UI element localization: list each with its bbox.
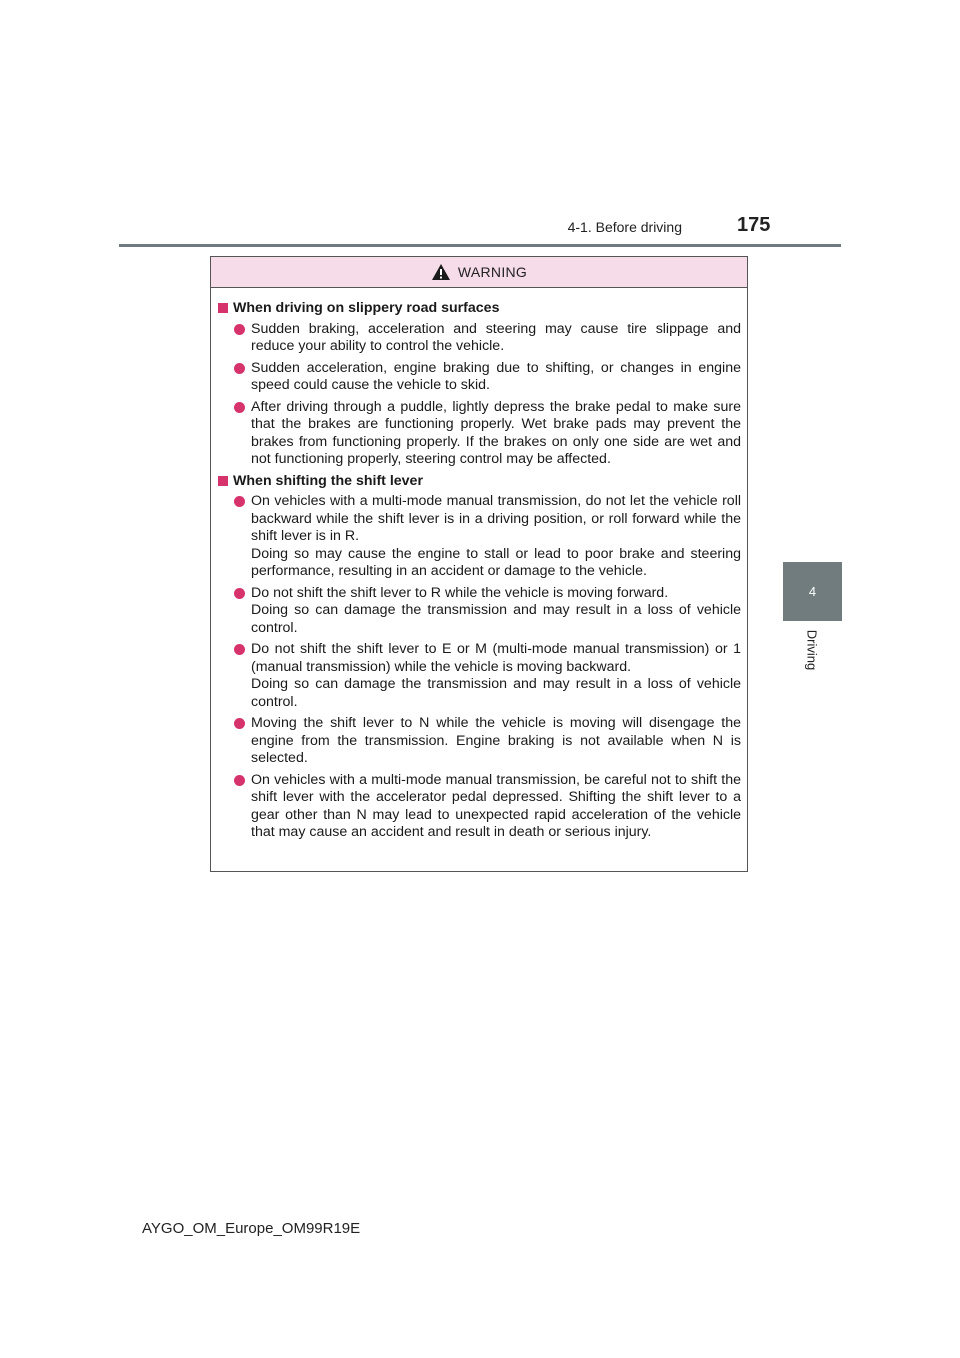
list-item (234, 360, 741, 395)
list-item-text (251, 715, 741, 768)
warning-triangle-icon (431, 263, 451, 281)
paragraph: Doing so can damage the transmission and may result in a loss of vehicle control. (251, 602, 741, 636)
paragraph: After driving through a puddle, lightly depress the brake pedal to make sure that the brakes are functioning properly. Wet brake pads may prevent the brakes from functioning properly. If the brakes on only one side are wet and not functioning properly, steering control may be affected. (251, 398, 741, 467)
paragraph: Doing so may cause the engine to stall or lead to poor brake and steering performance, resulting in an accident or damage to the vehicle. (251, 545, 741, 579)
list-item-text (251, 493, 741, 581)
paragraph: On vehicles with a multi-mode manual transmission, do not let the vehicle roll backward while the shift lever is in a driving position, or roll forward while the shift lever is in R. (251, 493, 741, 544)
chapter-label: Driving (804, 629, 820, 671)
list-item (234, 585, 741, 638)
warning-header (211, 257, 747, 288)
paragraph: On vehicles with a multi-mode manual transmission, be careful not to shift the shift lever with the accelerator pedal depressed. Shifting the shift lever to a gear other than N may lead to unexpected rapid acceleration of the vehicle that may cause an accident and result in death or serious injury. (251, 771, 741, 840)
list-item-text (251, 399, 741, 469)
round-bullet-icon (234, 644, 245, 655)
list-item-text (251, 641, 741, 711)
page-number: 175 (737, 214, 771, 236)
warning-box (210, 256, 748, 872)
round-bullet-icon (234, 588, 245, 599)
list-item (234, 641, 741, 711)
warning-section (218, 473, 741, 842)
round-bullet-icon (234, 718, 245, 729)
section-heading-text: When driving on slippery road surfaces (233, 300, 500, 316)
paragraph: Do not shift the shift lever to E or M (multi-mode manual transmission) or 1 (manual transmission) while the vehicle is moving backward. (251, 641, 741, 675)
document-code: AYGO_OM_Europe_OM99R19E (142, 1220, 361, 1237)
warning-body (211, 288, 747, 842)
chapter-tab: 4 (783, 562, 842, 621)
list-item (234, 399, 741, 469)
round-bullet-icon (234, 402, 245, 413)
round-bullet-icon (234, 324, 245, 335)
paragraph: Sudden braking, acceleration and steering may cause tire slippage and reduce your ability to control the vehicle. (251, 320, 741, 354)
warning-section (218, 300, 741, 469)
paragraph: Doing so can damage the transmission and may result in a loss of vehicle control. (251, 676, 741, 710)
list-item-text (251, 585, 741, 638)
section-heading-text: When shifting the shift lever (233, 472, 423, 489)
list-item (234, 493, 741, 581)
warning-title: WARNING (457, 264, 528, 280)
header-section-title: 4-1. Before driving (567, 219, 682, 235)
paragraph: Moving the shift lever to N while the vehicle is moving will disengage the engine from the transmission. Engine braking is not available when N is selected. (251, 715, 741, 766)
paragraph: Do not shift the shift lever to R while the vehicle is moving forward. (251, 584, 669, 601)
header-rule (119, 244, 841, 247)
square-bullet-icon (218, 303, 228, 313)
list-item (234, 321, 741, 356)
list-item (234, 772, 741, 842)
round-bullet-icon (234, 775, 245, 786)
round-bullet-icon (234, 496, 245, 507)
paragraph: Sudden acceleration, engine braking due to shifting, or changes in engine speed could cause the vehicle to skid. (251, 359, 741, 393)
list-item (234, 715, 741, 768)
section-heading (218, 300, 741, 318)
square-bullet-icon (218, 476, 228, 486)
list-item-text (251, 360, 741, 395)
list-item-text (251, 772, 741, 842)
list-item-text (251, 321, 741, 356)
round-bullet-icon (234, 363, 245, 374)
section-heading (218, 473, 741, 491)
